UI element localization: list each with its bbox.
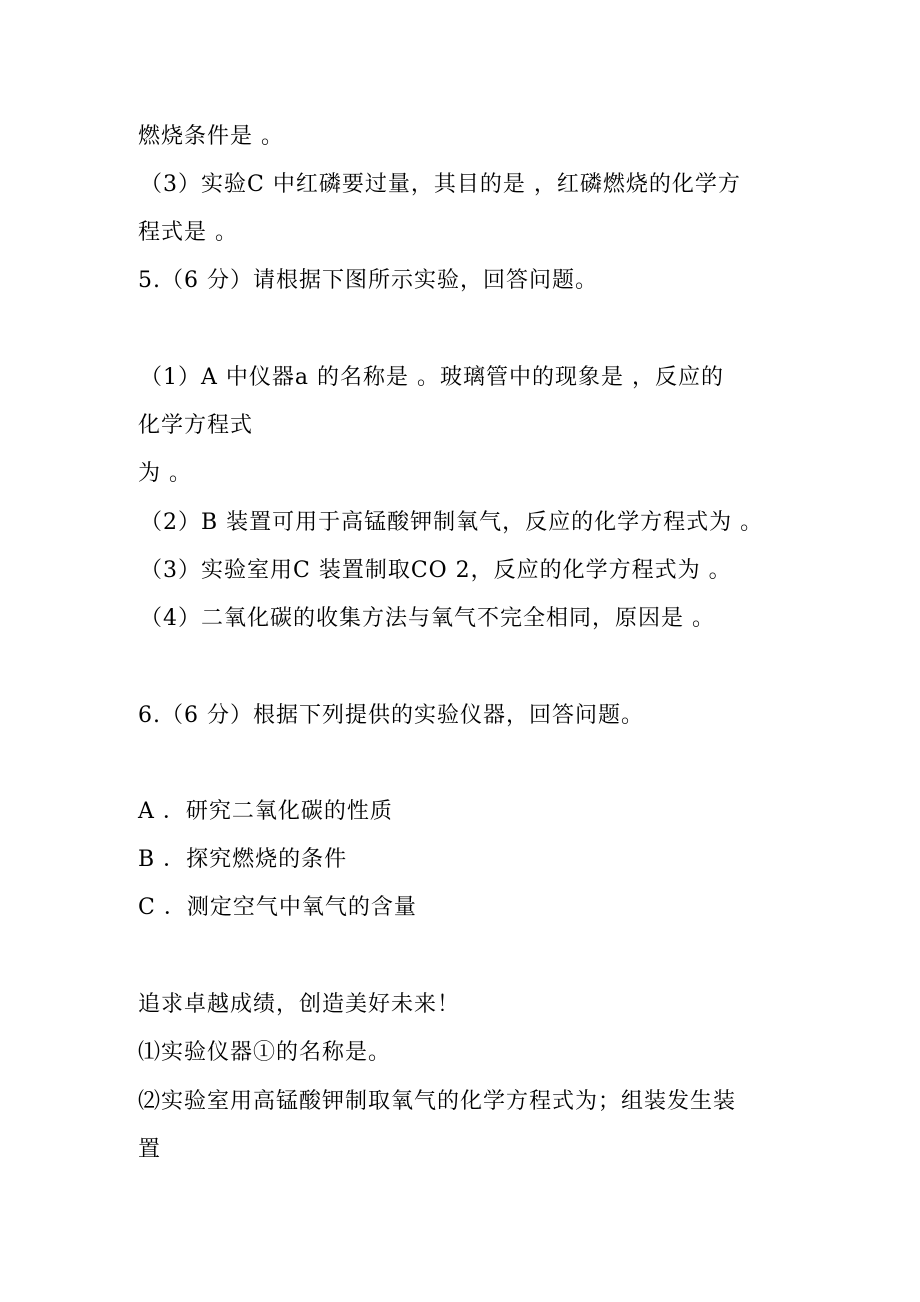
text-line-5: （1）A 中仪器a 的名称是 。玻璃管中的现象是 ，反应的: [140, 365, 724, 390]
text-line-10: （4）二氧化碳的收集方法与氧气不完全相同，原因是 。: [140, 606, 715, 631]
text-line-7: 为 。: [138, 461, 192, 486]
text-line-8: （2）B 装置可用于高锰酸钾制氧气，反应的化学方程式为 。: [140, 510, 764, 535]
text-line-2: （3）实验C 中红磷要过量，其目的是 ，红磷燃烧的化学方: [140, 172, 741, 197]
text-line-1: 燃烧条件是 。: [138, 124, 284, 149]
text-line-16: ⑴实验仪器①的名称是。: [138, 1040, 392, 1065]
option-c: C ．测定空气中氧气的含量: [138, 895, 417, 920]
text-line-3: 程式是 。: [138, 220, 238, 245]
option-a: A ．研究二氧化碳的性质: [138, 799, 393, 824]
text-line-17: ⑵实验室用高锰酸钾制取氧气的化学方程式为；组装发生装: [138, 1089, 737, 1114]
question-6-heading: 6.（6 分）根据下列提供的实验仪器，回答问题。: [138, 703, 644, 728]
motto-line: 追求卓越成绩，创造美好未来！: [138, 992, 461, 1017]
text-line-6: 化学方程式: [138, 413, 254, 438]
option-b: B ．探究燃烧的条件: [138, 847, 348, 872]
text-line-9: （3）实验室用C 装置制取CO 2，反应的化学方程式为 。: [140, 558, 732, 583]
question-5-heading: 5.（6 分）请根据下图所示实验，回答问题。: [138, 268, 598, 293]
text-line-18: 置: [138, 1137, 162, 1162]
